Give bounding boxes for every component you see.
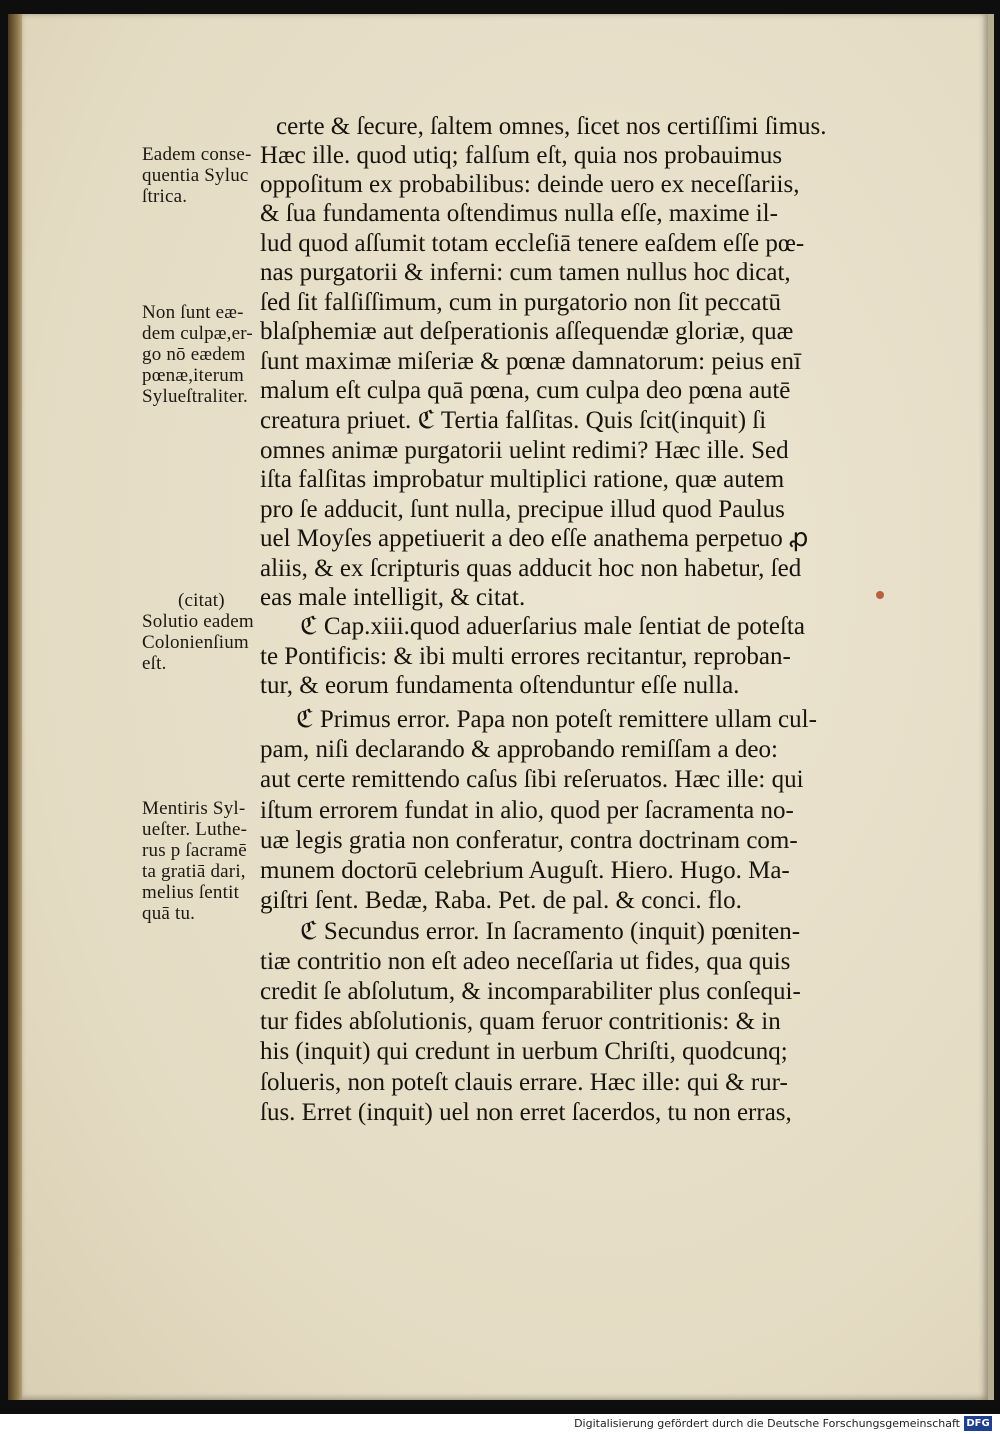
margin-note-line: quā tu. <box>142 903 196 924</box>
body-line: aliis, & ex ſcripturis quas adducit hoc non habetur, ſed <box>260 555 802 582</box>
dfg-logo: DFG <box>964 1416 992 1431</box>
body-line: Hæc ille. quod utiq; falſum eſt, quia nos probauimus <box>260 142 783 169</box>
margin-note-line: Colonienſium <box>142 632 249 653</box>
body-line: creatura priuet. ℭ Tertia falſitas. Quis ſcit(inquit) ſi <box>260 407 767 434</box>
body-line: credit ſe abſolutum, & incomparabiliter plus conſequi- <box>260 978 801 1005</box>
margin-note-line: ueſter. Luthe- <box>142 819 248 840</box>
body-line: pam, niſi declarando & approbando remiſſam a deo: <box>260 736 778 763</box>
body-line: tiæ contritio non eſt adeo neceſſaria ut fides, qua quis <box>260 948 791 975</box>
margin-note-line: ta gratiā dari, <box>142 861 246 882</box>
body-line: te Pontificis: & ibi multi errores recitantur, reproban- <box>260 643 791 670</box>
margin-note-3 <box>142 590 254 674</box>
body-line: blaſphemiæ aut deſperationis aſſequendæ gloriæ, quæ <box>260 318 794 345</box>
body-line: iſta falſitas improbatur multiplici ratione, quæ autem <box>260 466 785 493</box>
body-line: uel Moyſes appetiuerit a deo eſſe anathema perpetuo ꝓ <box>260 525 809 552</box>
body-line: giſtri ſent. Bedæ, Raba. Pet. de pal. & conci. flo. <box>260 887 742 914</box>
body-line: lud quod aſſumit totam eccleſiā tenere eaſdem eſſe pœ- <box>260 230 805 257</box>
ink-spot <box>876 591 884 599</box>
paragraph-start-line: ℭ Primus error. Papa non poteſt remittere ullam cul- <box>296 706 817 733</box>
margin-note-1 <box>142 144 252 207</box>
footer-bar <box>0 1414 1000 1434</box>
body-line: tur, & eorum fundamenta oſtenduntur eſſe nulla. <box>260 672 740 699</box>
body-line: ſed ſit falſiſſimum, cum in purgatorio non ſit peccatū <box>260 289 781 316</box>
margin-note-line: rus p ſacramē <box>142 840 247 861</box>
body-line: eas male intelligit, & citat. <box>260 584 526 611</box>
margin-note-line: dem culpæ,er- <box>142 323 253 344</box>
body-line: oppoſitum ex probabilibus: deinde uero ex neceſſariis, <box>260 171 800 198</box>
body-line: munem doctorū celebrium Auguſt. Hiero. Hugo. Ma- <box>260 857 790 884</box>
margin-note-line: eſt. <box>142 653 167 674</box>
body-line: tur fides abſolutionis, quam feruor contritionis: & in <box>260 1008 781 1035</box>
margin-note-line: ſtrica. <box>142 186 188 207</box>
margin-note-line: Mentiris Syl- <box>142 798 246 819</box>
section-heading-line: ℭ Cap.xiii.quod aduerſarius male ſentiat de poteſta <box>300 613 805 640</box>
margin-note-4 <box>142 798 247 924</box>
body-line: nas purgatorii & inferni: cum tamen nullus hoc dicat, <box>260 259 791 286</box>
margin-note-2 <box>142 302 253 407</box>
footer-credit-text: Digitalisierung gefördert durch die Deutsche Forschungsgemeinschaft <box>574 1417 960 1430</box>
body-line: malum eſt culpa quā pœna, cum culpa deo pœna autē <box>260 377 791 404</box>
margin-note-line: go nō eædem <box>142 344 246 365</box>
body-line: aut certe remittendo caſus ſibi reſeruatos. Hæc ille: qui <box>260 766 804 793</box>
body-line: ſolueris, non poteſt clauis errare. Hæc ille: qui & rur- <box>260 1069 788 1096</box>
margin-note-line: quentia Syluc <box>142 165 249 186</box>
body-line: ſus. Erret (inquit) uel non erret ſacerdos, tu non erras, <box>260 1099 792 1126</box>
body-line: pro ſe adducit, ſunt nulla, precipue illud quod Paulus <box>260 496 785 523</box>
margin-note-line: pœnæ,iterum <box>142 365 244 386</box>
body-line: ſunt maximæ miſeriæ & pœnæ damnatorum: peius enī <box>260 348 801 375</box>
margin-note-line: Sylueſtraliter. <box>142 386 248 407</box>
body-line: omnes animæ purgatorii uelint redimi? Hæc ille. Sed <box>260 437 789 464</box>
margin-note-line: melius ſentit <box>142 882 240 903</box>
paragraph-start-line: ℭ Secundus error. In ſacramento (inquit) pœniten- <box>300 918 801 945</box>
margin-note-line: (citat) <box>178 590 225 611</box>
page-right-edge <box>988 14 994 1400</box>
body-line: iſtum errorem fundat in alio, quod per ſacramenta no- <box>260 797 794 824</box>
margin-note-line: Solutio eadem <box>142 611 254 632</box>
body-line: uæ legis gratia non conferatur, contra doctrinam com- <box>260 827 798 854</box>
margin-note-line: Non ſunt eæ- <box>142 302 244 323</box>
body-line: his (inquit) qui credunt in uerbum Chriſti, quodcunq; <box>260 1038 788 1065</box>
body-line: certe & ſecure, ſaltem omnes, ſicet nos certiſſimi ſimus. <box>276 113 827 140</box>
margin-note-line: Eadem conse- <box>142 144 252 165</box>
body-line: & ſua fundamenta oſtendimus nulla eſſe, maxime il- <box>260 200 778 227</box>
